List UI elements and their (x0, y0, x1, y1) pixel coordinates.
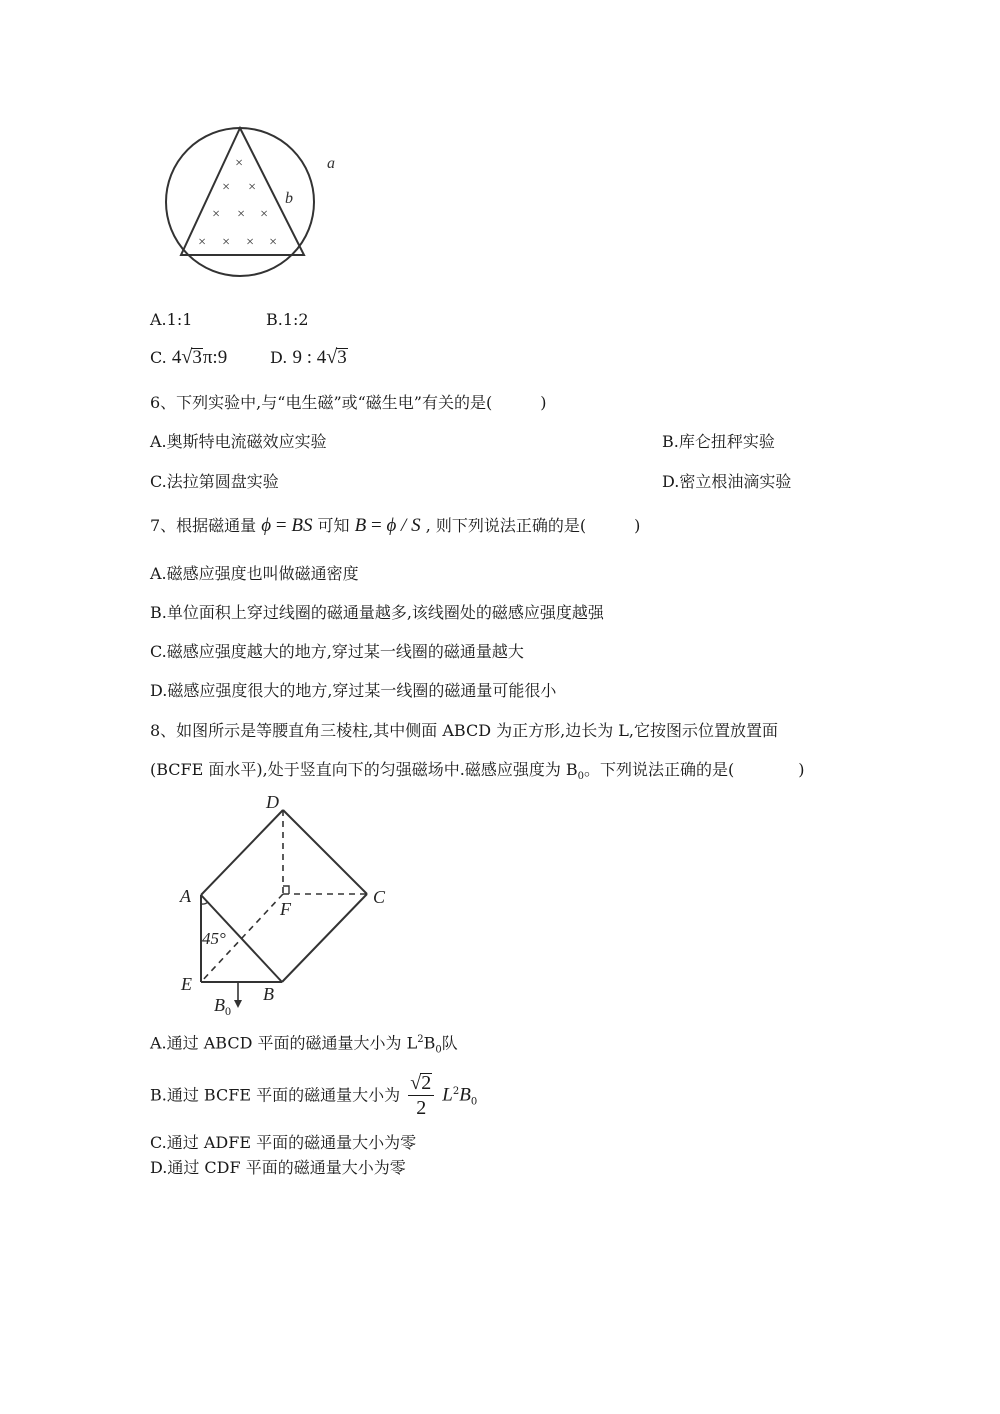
label-b: b (285, 190, 293, 207)
svg-text:×: × (268, 235, 278, 250)
q7-option-c[interactable]: C.磁感应强度越大的地方,穿过某一线圈的磁通量越大 (150, 642, 524, 661)
svg-text:B: B (263, 984, 274, 1004)
q7-option-d[interactable]: D.磁感应强度很大的地方,穿过某一线圈的磁通量可能很小 (150, 681, 557, 700)
svg-text:E: E (181, 974, 192, 994)
q8-stem-line2: (BCFE 面水平),处于竖直向下的匀强磁场中.磁感应强度为 $B_0$。下列说法正确的是( ) (150, 760, 805, 783)
prism-figure (170, 790, 400, 1020)
svg-text:D: D (266, 792, 279, 812)
svg-text:B0: $B_0$ (214, 995, 231, 1018)
angle-label: 45° (202, 929, 226, 948)
q5-option-d[interactable]: D. 9 : 4√3 (270, 346, 347, 368)
svg-text:×: × (197, 235, 207, 250)
svg-text:A: A (180, 886, 191, 906)
q6-option-c[interactable]: C.法拉第圆盘实验 (150, 472, 279, 491)
svg-text:×: × (221, 235, 231, 250)
q8-option-d[interactable]: D.通过 CDF 平面的磁通量大小为零 (150, 1158, 406, 1177)
q8-option-b[interactable]: B.通过 BCFE 平面的磁通量大小为 $\frac{√2}{2}$ $L^2B_0$ (150, 1072, 478, 1120)
label-a: a (327, 155, 335, 172)
q6-option-a[interactable]: A.奥斯特电流磁效应实验 (150, 432, 327, 451)
q6-option-b[interactable]: B.库仑扭秤实验 (662, 432, 775, 451)
q7-option-b[interactable]: B.单位面积上穿过线圈的磁通量越多,该线圈处的磁感应强度越强 (150, 603, 604, 622)
q7-stem: 7、根据磁通量 ϕ = BS 可知 B = ϕ / S , 则下列说法正确的是( ) (150, 515, 641, 536)
svg-text:×: × (247, 180, 257, 195)
svg-text:×: × (221, 180, 231, 195)
q5-option-a[interactable]: A.1:1 (150, 310, 193, 329)
q6-option-d[interactable]: D.密立根油滴实验 (662, 472, 792, 491)
svg-text:×: × (236, 207, 246, 222)
svg-text:×: × (211, 207, 221, 222)
circle-triangle-figure (160, 125, 340, 290)
q5-option-b[interactable]: B.1:2 (266, 310, 309, 329)
q6-stem: 6、下列实验中,与“电生磁”或“磁生电”有关的是( ) (150, 393, 547, 412)
q8-option-a[interactable]: A.通过 ABCD 平面的磁通量大小为 $L^2B_0$队 (150, 1033, 458, 1056)
svg-text:F: F (280, 899, 291, 919)
q5-option-c[interactable]: C. 4√3π:9 (150, 346, 228, 368)
svg-text:C: C (373, 887, 386, 907)
q7-option-a[interactable]: A.磁感应强度也叫做磁通密度 (150, 564, 359, 583)
formula-phi: ϕ (261, 515, 272, 536)
svg-text:×: × (259, 207, 269, 222)
q8-option-c[interactable]: C.通过 ADFE 平面的磁通量大小为零 (150, 1133, 417, 1152)
svg-text:×: × (234, 156, 244, 171)
q8-stem-line1: 8、如图所示是等腰直角三棱柱,其中侧面 ABCD 为正方形,边长为 L,它按图示位置放置面 (150, 721, 779, 740)
svg-text:×: × (245, 235, 255, 250)
